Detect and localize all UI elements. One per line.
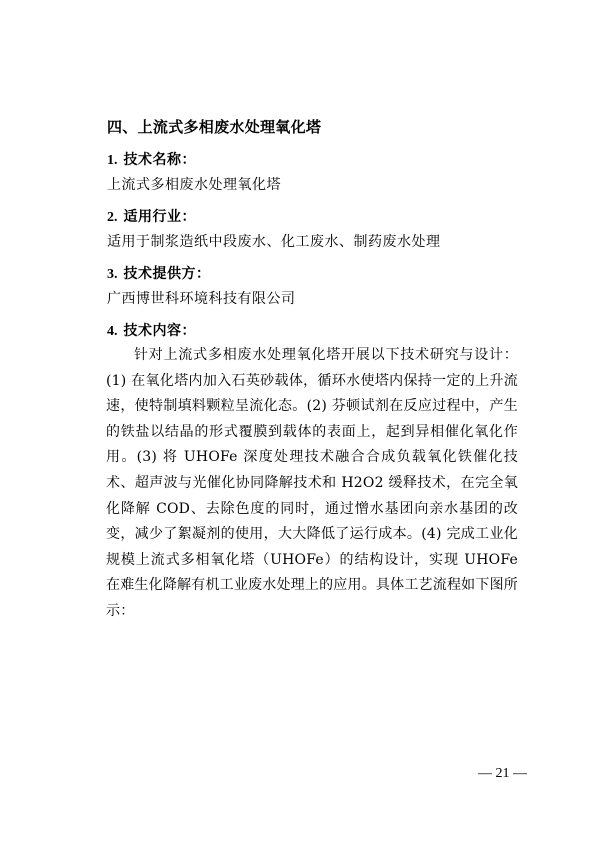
item-heading-tech-name: [107, 149, 196, 169]
page-number: — 21 —: [478, 766, 527, 781]
item-label: 技术名称：: [123, 152, 196, 168]
item-number: 1.: [107, 153, 118, 168]
item-value-industry: 适用于制浆造纸中段废水、化工废水、制药废水处理: [107, 234, 441, 250]
item-value-provider: 广西博世科环境科技有限公司: [107, 291, 296, 307]
item-heading-content: [107, 320, 196, 340]
item-number: 3.: [107, 267, 118, 282]
item-label: 适用行业：: [123, 209, 196, 225]
content-paragraph: 针对上流式多相废水处理氧化塔开展以下技术研究与设计：(1) 在氧化塔内加入石英砂载体，循环水使塔内保持一定的上升流速，使特制填料颗粒呈流化态。(2) 芬顿试剂在反应过程中，产生的铁盐以结晶的形式覆膜到载体的表面上，起到异相催化氧化作用。(3) 将 UHOFe 深度处理技术融合合成负载氧化铁催化技术、超声波与光催化协同降解技术和 H2O2 缓释技术，在完全氧化降解 COD、去除色度的同时，通过憎水基团向亲水基团的改变，减少了絮凝剂的使用，大大降低了运行成本。(4) 完成工业化规模上流式多相氧化塔（UHOFe）的结构设计，实现 UHOFe 在难生化降解有机工业废水处理上的应用。具体工艺流程如下图所示：: [106, 347, 518, 619]
item-heading-provider: [107, 263, 211, 283]
item-label: 技术内容：: [123, 323, 196, 339]
item-number: 2.: [107, 210, 118, 225]
item-value-tech-name: 上流式多相废水处理氧化塔: [107, 177, 281, 193]
section-title: 四、上流式多相废水处理氧化塔: [107, 118, 322, 136]
item-heading-industry: [107, 206, 196, 226]
item-label: 技术提供方：: [123, 266, 211, 282]
item-number: 4.: [107, 324, 118, 339]
